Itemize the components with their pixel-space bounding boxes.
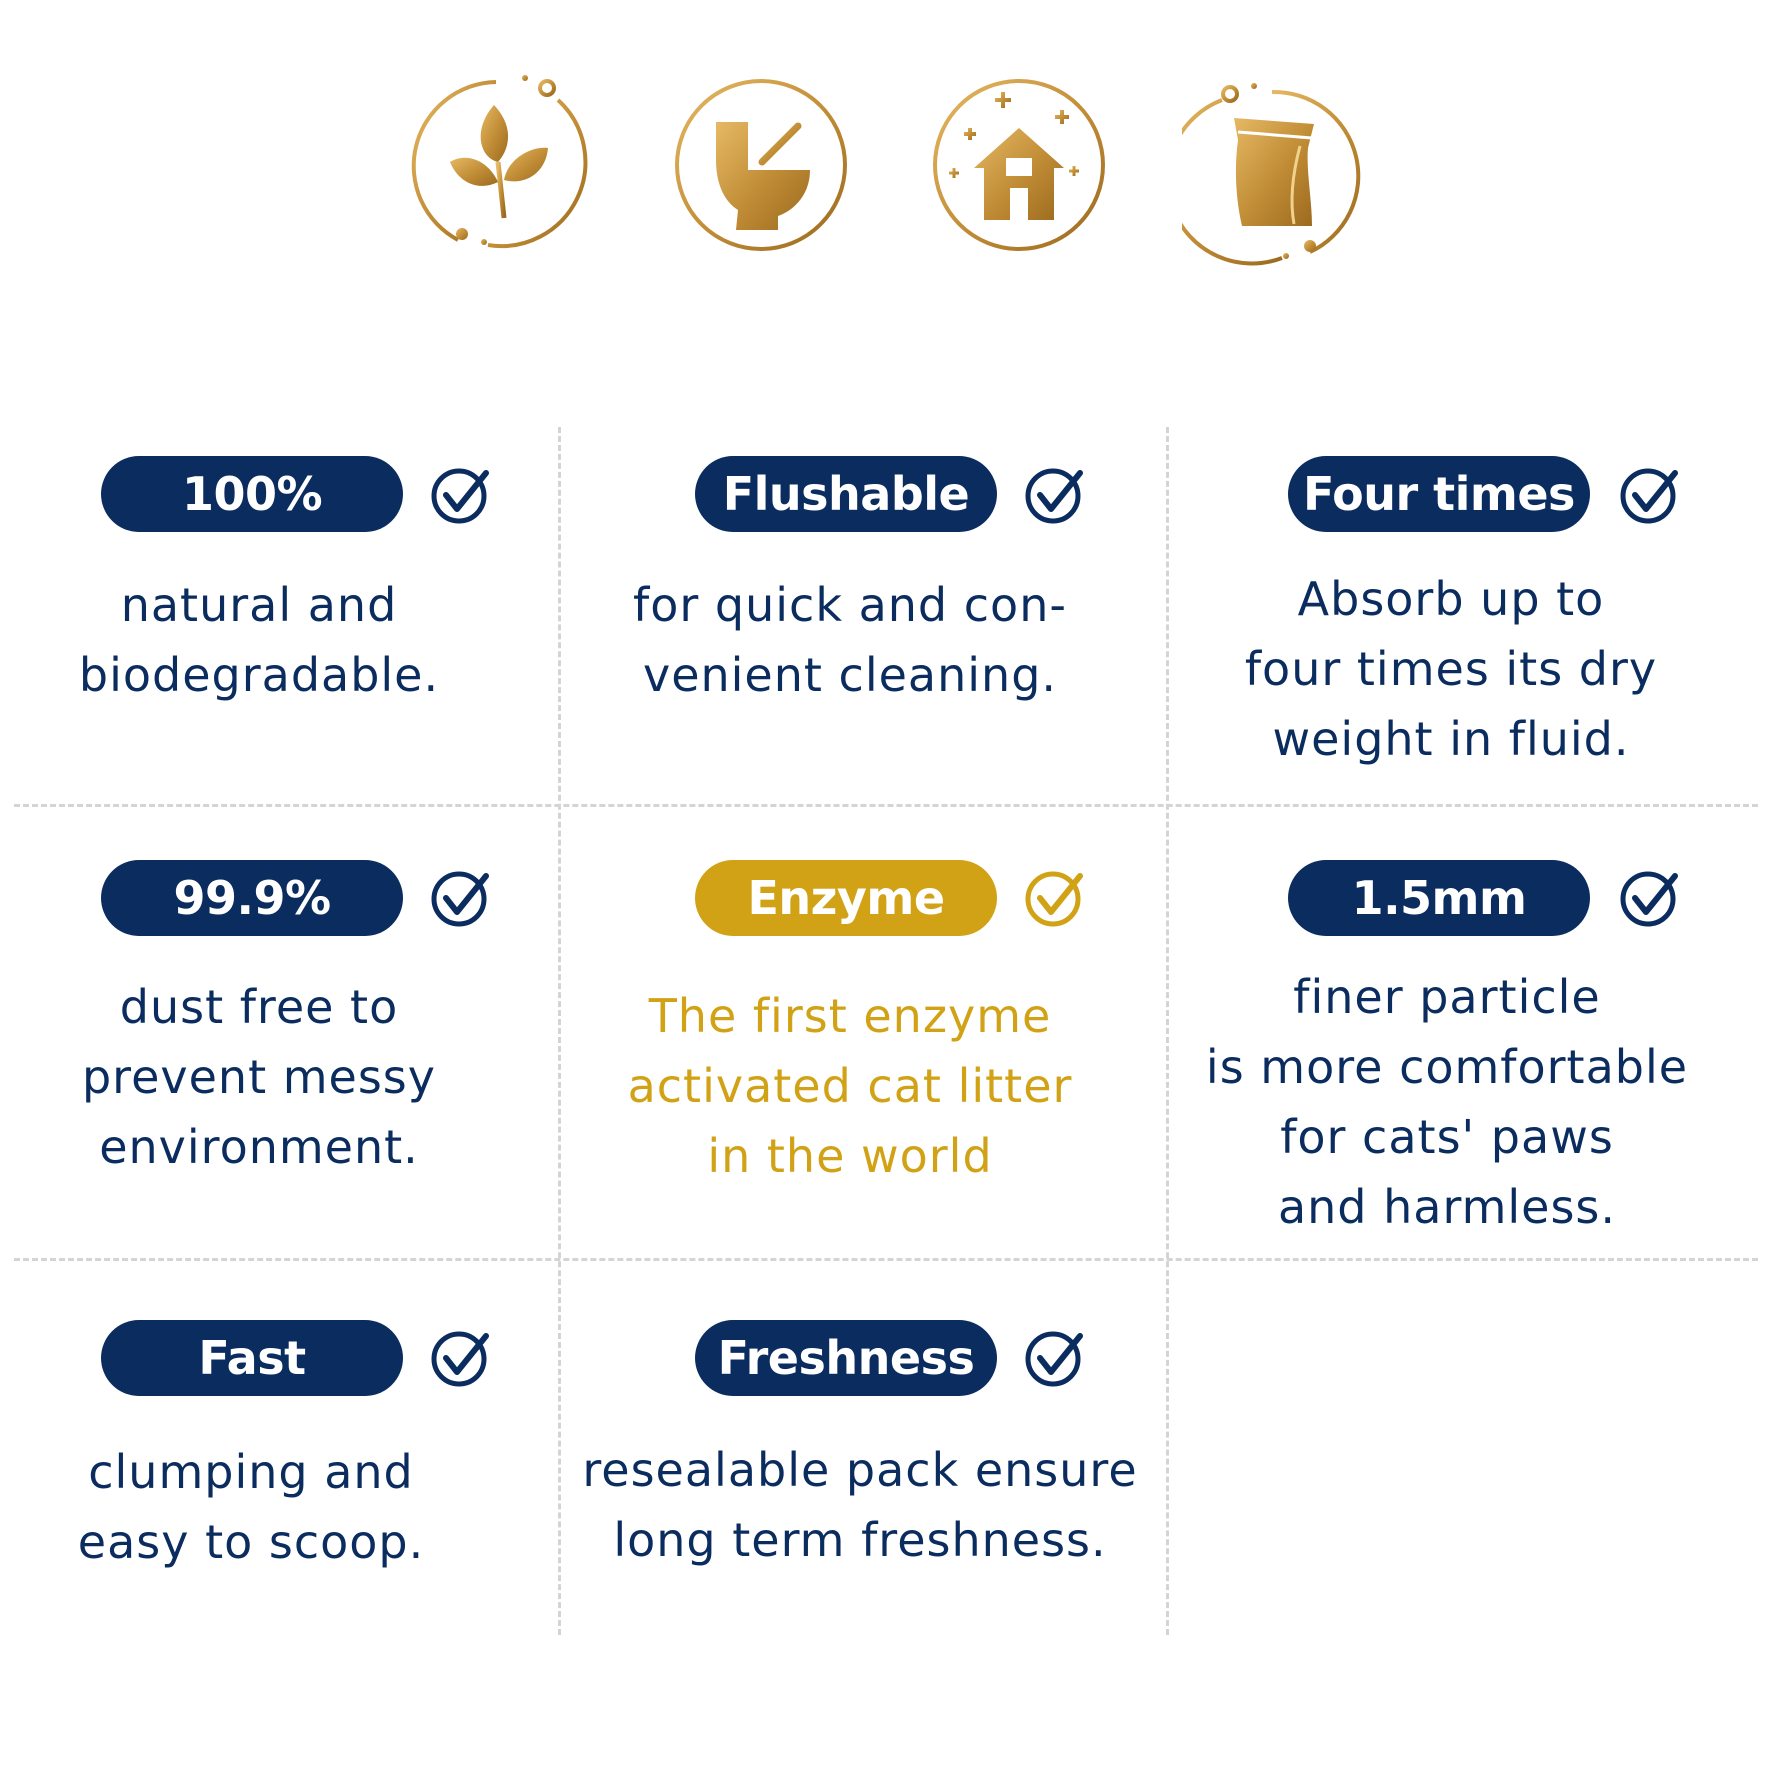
feature-description: for quick and con- venient cleaning.: [633, 578, 1067, 702]
feature-badge: 1.5mm: [1288, 860, 1590, 936]
feature-description-highlight: The first enzyme activated cat litter in the world: [627, 989, 1073, 1183]
clean-house-icon: [924, 70, 1114, 260]
feature-badge-highlight: Enzyme: [695, 860, 997, 936]
feature-description: clumping and easy to scoop.: [77, 1445, 425, 1569]
feature-description: natural and biodegradable.: [78, 578, 440, 702]
checkmark-circle-icon: [430, 1326, 492, 1388]
feature-badge: 99.9%: [101, 860, 403, 936]
checkmark-circle-icon: [1024, 1326, 1086, 1388]
divider-horizontal-1: [14, 804, 1758, 807]
checkmark-circle-icon: [430, 463, 492, 525]
checkmark-circle-icon: [1619, 463, 1681, 525]
feature-description: dust free to prevent messy environment.: [81, 980, 436, 1174]
feature-badge: Fast: [101, 1320, 403, 1396]
checkmark-circle-icon: [1024, 463, 1086, 525]
divider-horizontal-2: [14, 1258, 1758, 1261]
feature-description: finer particle is more comfortable for cats' paws and harmless.: [1205, 970, 1689, 1234]
feature-description: Absorb up to four times its dry weight in fluid.: [1244, 572, 1658, 766]
feature-badge: Flushable: [695, 456, 997, 532]
leaf-sprout-icon: [408, 70, 598, 260]
feature-description: resealable pack ensure long term freshness.: [582, 1443, 1138, 1567]
feature-badge: 100%: [101, 456, 403, 532]
feature-badge: Freshness: [695, 1320, 997, 1396]
checkmark-circle-icon: [1024, 866, 1086, 928]
resealable-bag-icon: [1182, 80, 1372, 270]
checkmark-circle-icon: [430, 866, 492, 928]
feature-badge: Four times: [1288, 456, 1590, 532]
checkmark-circle-icon: [1619, 866, 1681, 928]
feature-icons-row: [0, 0, 1772, 280]
toilet-icon: [666, 70, 856, 260]
